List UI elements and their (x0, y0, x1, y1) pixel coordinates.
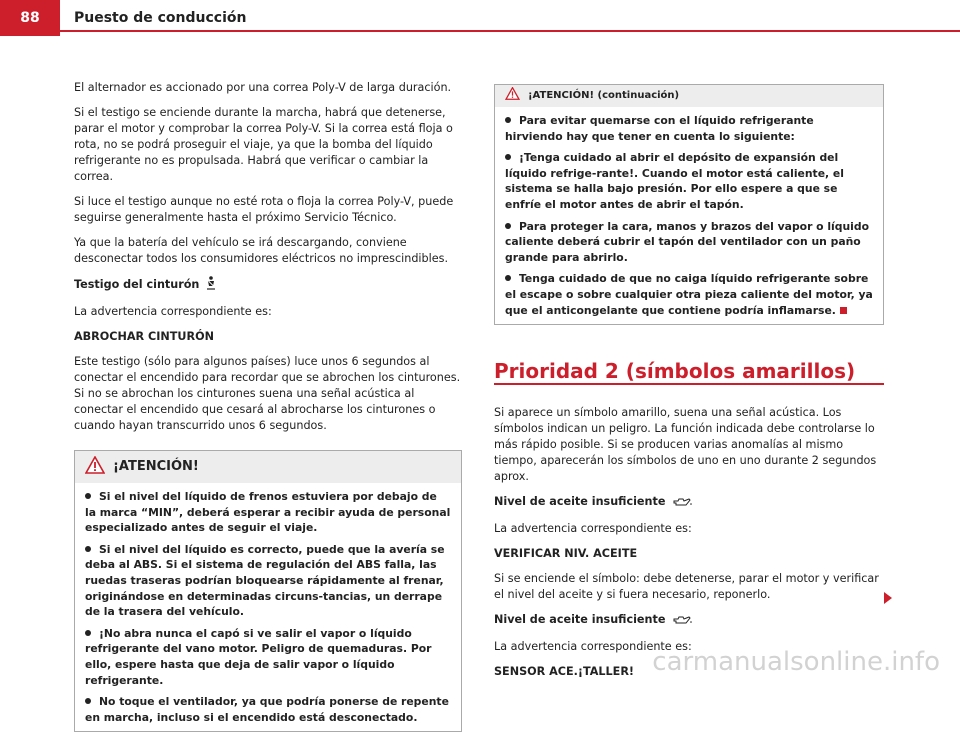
warning-item-text: Si el nivel del líquido es correcto, puede que la avería se deba al ABS. Si el sistema de regulación del ABS falla, las ruedas traseras podrían bloquearse rápidamente al frenar, originándose en determinadas circuns-tancias, un derrape de la trasera del vehículo. (85, 542, 445, 619)
page-header-title: Puesto de conducción (74, 10, 247, 26)
warning-box-continued (494, 84, 884, 325)
warning-box (74, 450, 462, 732)
heading-text: Nivel de aceite insuficiente (494, 613, 666, 627)
message-oil-1: VERIFICAR NIV. ACEITE (494, 547, 638, 561)
section-title: Prioridad 2 (símbolos amarillos) (494, 363, 884, 385)
heading-text: Nivel de aceite insuficiente (494, 495, 666, 509)
warning-triangle-icon (85, 456, 105, 479)
header-rule (60, 30, 960, 32)
warning-item (505, 150, 873, 212)
bullet-icon (85, 493, 91, 499)
paragraph: Este testigo (sólo para algunos países) luce unos 6 segundos al conectar el encendido para recordar que se abrochen los cinturones. Si no se abrochan los cinturones suena una señal acústica al conectar el encendido que cesará al abrocharse los cinturones o cuando hayan transcurrido unos 6 segundos. (74, 355, 461, 432)
paragraph: La advertencia correspondiente es: (494, 640, 692, 654)
paragraph: El alternador es accionado por una correa Poly-V de larga duración. (74, 81, 452, 94)
warning-item-text: Para proteger la cara, manos y brazos del vapor o líquido caliente deberá cubrir el tapón del ventilador con un paño grande para abrirlo. (505, 219, 870, 264)
warning-item (85, 694, 451, 725)
paragraph: Si el testigo se enciende durante la marcha, habrá que detenerse, parar el motor y comprobar la correa Poly-V. Si la correa está floja o rota, no se podrá proseguir el viaje, ya que la bomba del líquido refrigerante no es propulsada. Habrá que verificar o cambiar la correa. (74, 106, 453, 183)
bullet-icon (85, 546, 91, 552)
oil-can-icon (672, 614, 692, 630)
paragraph: La advertencia correspondiente es: (494, 522, 692, 536)
paragraph: Si aparece un símbolo amarillo, suena una señal acústica. Los símbolos indican un peligro. La función indicada debe controlarse lo más rápido posible. Si se producen varias anomalías al mismo tiempo, aparecerán los símbolos de uno en uno durante 2 segundos aprox. (494, 406, 877, 484)
message-oil-2: SENSOR ACE.¡TALLER! (494, 665, 635, 679)
warning-item (505, 219, 873, 266)
warning-item-text: Para evitar quemarse con el líquido refrigerante hirviendo hay que tener en cuenta lo siguiente: (505, 114, 814, 143)
heading-oil-level (494, 612, 884, 630)
paragraph: Ya que la batería del vehículo se irá descargando, conviene desconectar todos los consumidores eléctricos no imprescindibles. (74, 236, 449, 265)
warning-body (495, 107, 883, 324)
warning-triangle-icon (505, 87, 520, 105)
section-end-marker (840, 307, 847, 314)
page-number: 88 (0, 0, 60, 36)
warning-body (75, 483, 461, 731)
paragraph: Si se enciende el símbolo: debe detenerse, parar el motor y verificar el nivel del aceite y si fuera necesario, reponerlo. (494, 572, 879, 602)
seatbelt-icon (206, 276, 216, 295)
warning-item-text: Tenga cuidado de que no caiga líquido refrigerante sobre el escape o sobre cualquier otra pieza caliente del motor, ya que el anticongelante que contiene podría inflamarse. (505, 272, 873, 317)
right-column (494, 80, 884, 689)
bullet-icon (85, 630, 91, 636)
bullet-icon (505, 275, 511, 281)
warning-header (495, 85, 883, 107)
warning-header (75, 451, 461, 483)
warning-item-text: Si el nivel del líquido de frenos estuviera por debajo de la marca “MIN”, deberá esperar a recibir ayuda de personal especializado antes de seguir el viaje. (85, 490, 451, 535)
bullet-icon (505, 154, 511, 160)
warning-item-text: ¡Tenga cuidado al abrir el depósito de expansión del líquido refrige-rante!. Cuando el motor está caliente, el sistema se halla bajo presión. Por ello espere a que se enfríe el motor antes de abrir el tapón. (505, 151, 844, 211)
oil-can-icon (672, 496, 692, 512)
paragraph: Si luce el testigo aunque no esté rota o floja la correa Poly-V, puede seguirse generalmente hasta el próximo Servicio Técnico. (74, 195, 454, 224)
warning-item (505, 271, 873, 318)
left-column (74, 80, 462, 732)
warning-item-text: No toque el ventilador, ya que podría ponerse de repente en marcha, incluso si el encendido está desconectado. (85, 695, 449, 724)
paragraph: La advertencia correspondiente es: (74, 305, 272, 318)
message-seatbelt: ABROCHAR CINTURÓN (74, 330, 214, 343)
bullet-icon (85, 698, 91, 704)
heading-text: Testigo del cinturón (74, 278, 200, 291)
warning-title: ¡ATENCIÓN! (continuación) (528, 90, 680, 101)
heading-oil-level (494, 494, 884, 512)
watermark: carmanualsonline.info (652, 647, 940, 677)
heading-seatbelt (74, 276, 462, 295)
next-page-arrow-icon (884, 592, 892, 604)
bullet-icon (505, 117, 511, 123)
warning-item (85, 489, 451, 536)
warning-item (85, 542, 451, 620)
warning-item-text: ¡No abra nunca el capó si ve salir el vapor o líquido refrigerante del vano motor. Peligro de quemaduras. Por ello, espere hasta que deja de salir vapor o líquido refrigerante. (85, 626, 432, 687)
warning-item (505, 113, 873, 144)
warning-title: ¡ATENCIÓN! (113, 459, 199, 474)
bullet-icon (505, 223, 511, 229)
